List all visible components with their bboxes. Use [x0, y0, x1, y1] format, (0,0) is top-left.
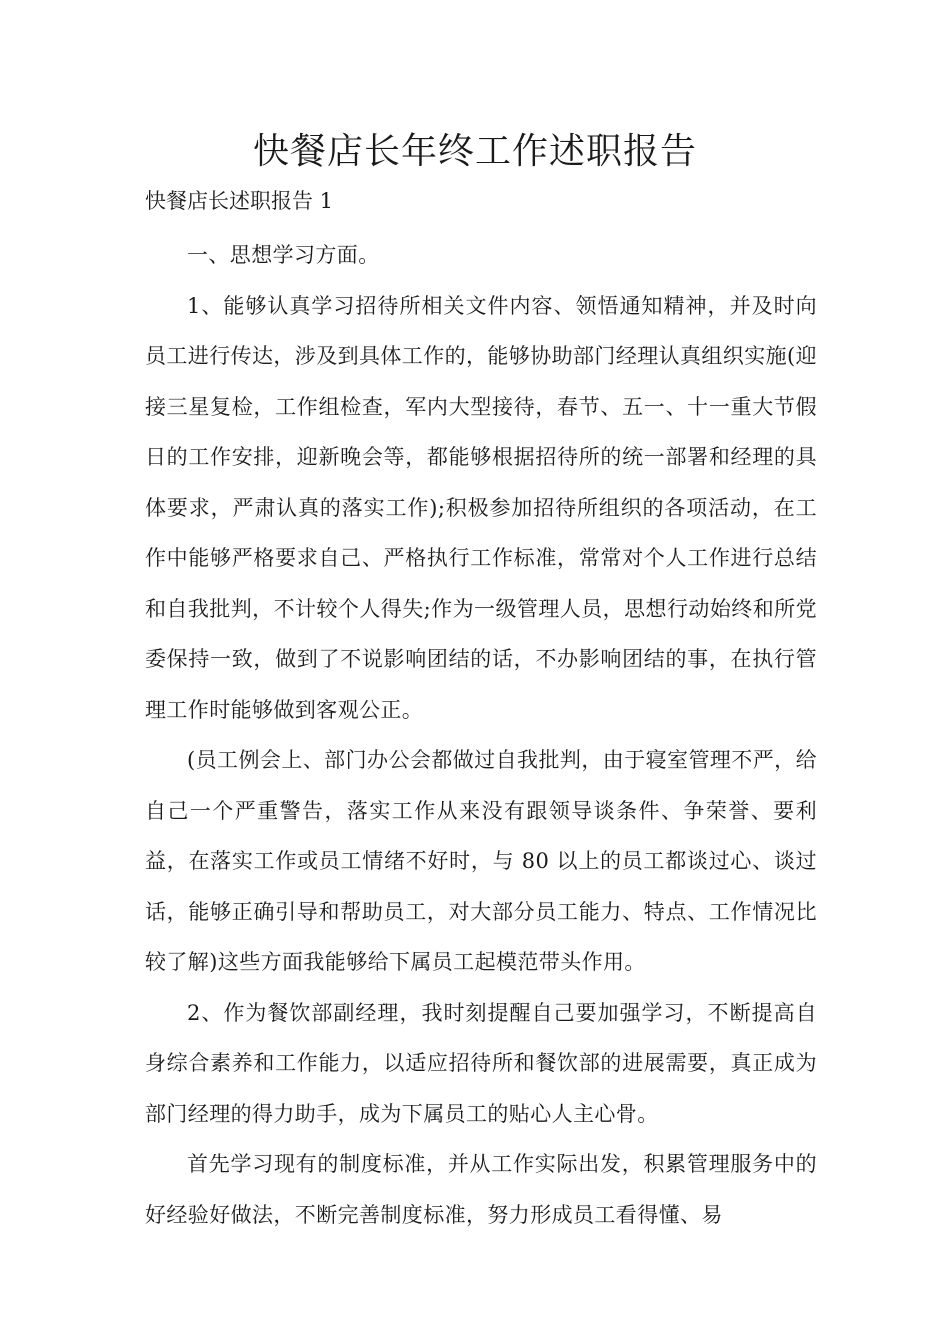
- document-title: 快餐店长年终工作述职报告: [252, 131, 697, 172]
- paragraph: 2、作为餐饮部副经理，我时刻提醒自己要加强学习，不断提高自身综合素养和工作能力，以适应招待所和餐饮部的进展需要，真正成为部门经理的得力助手，成为下属员工的贴心人主心骨。: [145, 1000, 817, 1126]
- document-body: [145, 230, 817, 1240]
- paragraph: (员工例会上、部门办公会都做过自我批判，由于寝室管理不严，给自己一个严重警告，落实工作从来没有跟领导谈条件、争荣誉、要利益，在落实工作或员工情绪不好时，与 80 以上的员工都谈过心、谈过话，能够正确引导和帮助员工，对大部分员工能力、特点、工作情况比较了解)这些方面我能够给下属员工起模范带头作用。: [145, 748, 817, 974]
- paragraph: 1、能够认真学习招待所相关文件内容、领悟通知精神，并及时向员工进行传达，涉及到具体工作的，能够协助部门经理认真组织实施(迎接三星复检，工作组检查，军内大型接待，春节、五一、十一重大节假日的工作安排，迎新晚会等，都能够根据招待所的统一部署和经理的具体要求，严肃认真的落实工作);积极参加招待所组织的各项活动，在工作中能够严格要求自己、严格执行工作标准，常常对个人工作进行总结和自我批判，不计较个人得失;作为一级管理人员，思想行动始终和所党委保持一致，做到了不说影响团结的话，不办影响团结的事，在执行管理工作时能够做到客观公正。: [145, 293, 817, 722]
- document-subtitle: 快餐店长述职报告 1: [145, 189, 334, 213]
- paragraph: 首先学习现有的制度标准，并从工作实际出发，积累管理服务中的好经验好做法，不断完善制度标准，努力形成员工看得懂、易: [145, 1152, 817, 1227]
- paragraph-section-heading: 一、思想学习方面。: [187, 243, 380, 267]
